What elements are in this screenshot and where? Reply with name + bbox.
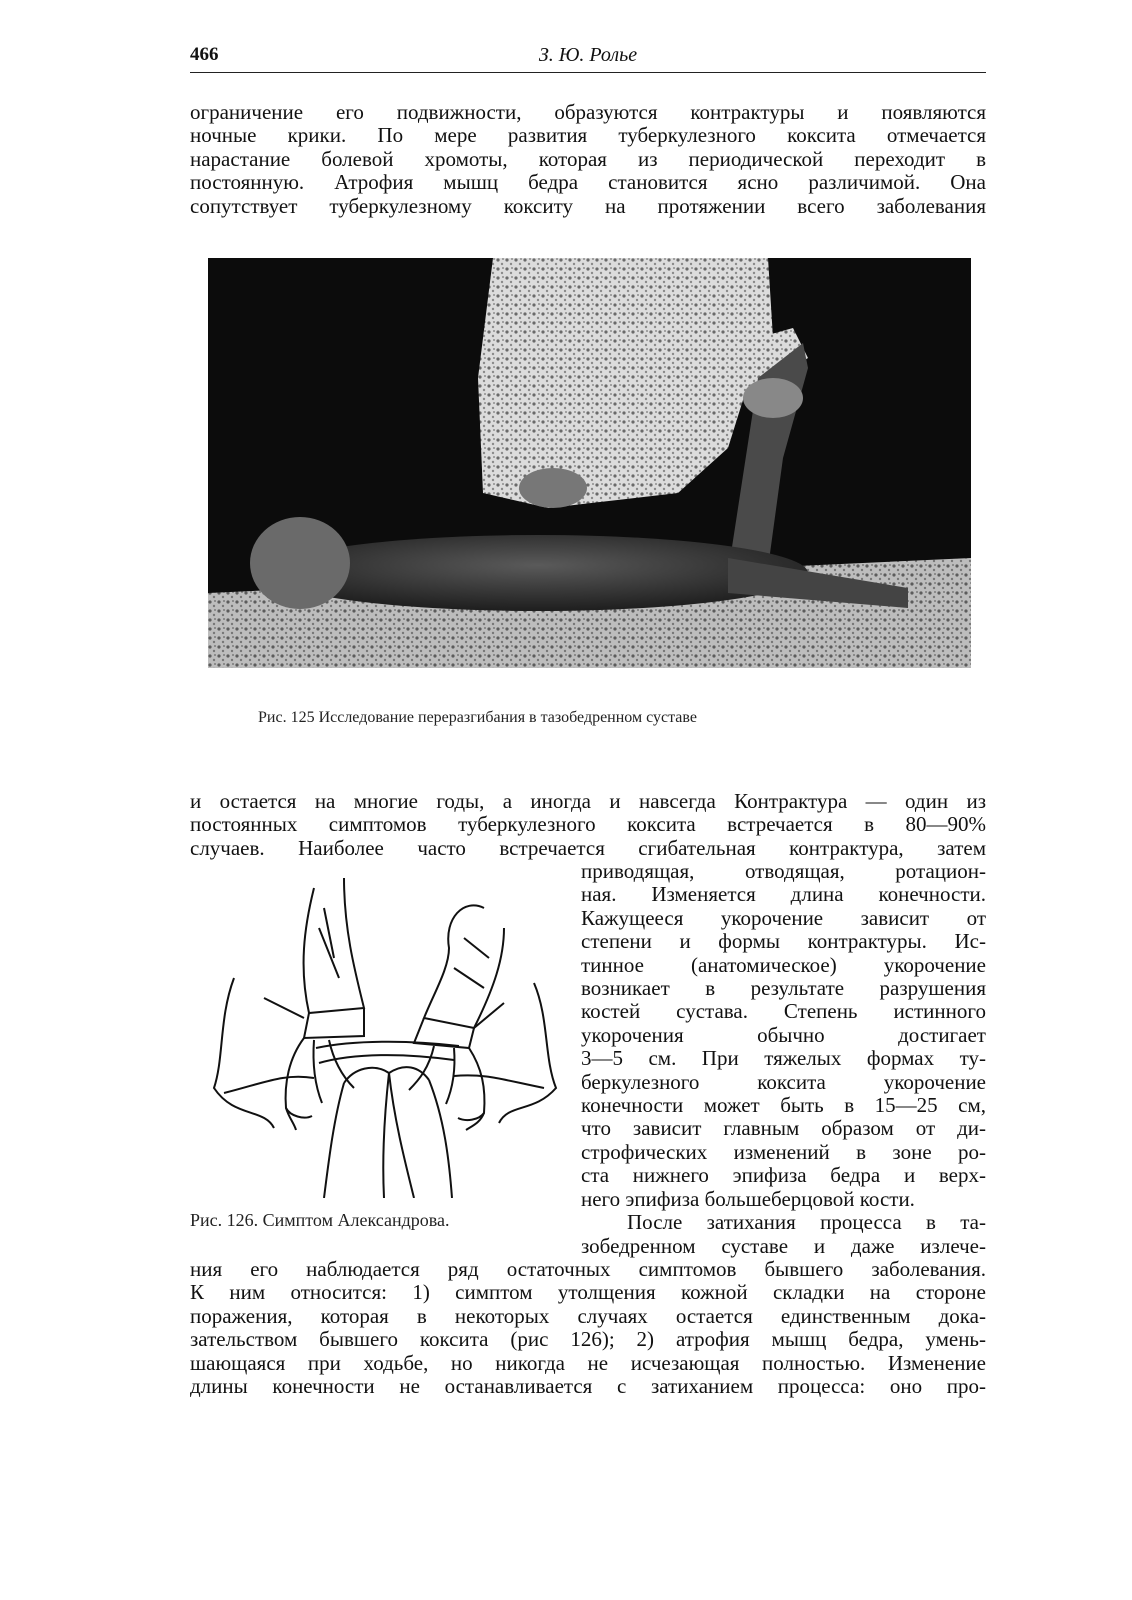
page-number: 466 — [190, 44, 219, 65]
text-line: шающаяся при ходьбе, но никогда не исчезающая полностью. Изменение — [190, 1350, 986, 1375]
text-line: ночные крики. По мере развития туберкулезного коксита отмечается — [190, 123, 986, 148]
paragraph-1 — [190, 101, 986, 218]
text-line: тинное (анатомическое) укорочение — [581, 952, 986, 977]
text-line: него эпифиза большеберцовой кости. — [581, 1186, 915, 1211]
page-header — [190, 42, 986, 73]
text-line: сопутствует туберкулезному кокситу на протяжении всего заболевания — [190, 193, 986, 218]
paragraph-2 — [190, 790, 986, 860]
text-line: ния его наблюдается ряд остаточных симптомов бывшего заболевания. — [190, 1257, 986, 1281]
text-line: что зависит главным образом от ди- — [581, 1116, 986, 1141]
text-line: случаев. Наиболее часто встречается сгибательная контрактура, затем — [190, 835, 986, 860]
text-line: и остается на многие годы, а иногда и навсегда Контрактура — один из — [190, 789, 986, 813]
text-line: длины конечности не останавливается с затиханием процесса: оно про- — [190, 1374, 986, 1399]
text-line: ограничение его подвижности, образуются контрактуры и появляются — [190, 100, 986, 124]
text-line: костей сустава. Степень истинного — [581, 999, 986, 1024]
text-line: зательством бывшего коксита (рис 126); 2) атрофия мышц бедра, умень- — [190, 1327, 986, 1352]
text-line: степени и формы контрактуры. Ис- — [581, 929, 986, 954]
text-line: нарастание болевой хромоты, которая из периодической переходит в — [190, 146, 986, 171]
text-line: конечности может быть в 15—25 см, — [581, 1093, 986, 1118]
figure-126-drawing — [204, 868, 566, 1198]
text-line: ная. Изменяется длина конечности. — [581, 882, 986, 907]
text-line: укорочения обычно достигает — [581, 1022, 986, 1047]
text-line: беркулезного коксита укорочение — [581, 1069, 986, 1094]
text-line: ста нижнего эпифиза бедра и верх- — [581, 1163, 986, 1188]
figure-125-caption: Рис. 125 Исследование переразгибания в тазобедренном суставе — [258, 709, 697, 726]
text-line: строфических изменений в зоне ро- — [581, 1139, 986, 1164]
photo-illustration — [208, 258, 971, 682]
figure-126-caption: Рис. 126. Симптом Александрова. — [190, 1210, 450, 1230]
text-line: приводящая, отводящая, ротацион- — [581, 859, 986, 883]
running-head: З. Ю. Ролье — [538, 44, 638, 66]
paragraph-3 — [190, 1258, 986, 1398]
figure-125-photo — [208, 258, 971, 682]
text-line: Кажущееся укорочение зависит от — [581, 905, 986, 930]
text-line: К ним относится: 1) симптом утолщения кожной складки на стороне — [190, 1280, 986, 1305]
paragraph-2-column — [581, 860, 986, 1258]
line-drawing-illustration — [204, 868, 566, 1198]
text-line: возникает в результате разрушения — [581, 976, 986, 1001]
text-line: После затихания процесса в та- — [627, 1210, 986, 1235]
text-line: постоянную. Атрофия мышц бедра становится ясно различимой. Она — [190, 170, 986, 195]
text-line: постоянных симптомов туберкулезного коксита встречается в 80—90% — [190, 812, 986, 837]
text-line: поражения, которая в некоторых случаях остается единственным дока- — [190, 1303, 986, 1328]
text-line: зобедренном суставе и даже излече- — [581, 1233, 986, 1258]
text-line: 3—5 см. При тяжелых формах ту- — [581, 1046, 986, 1071]
